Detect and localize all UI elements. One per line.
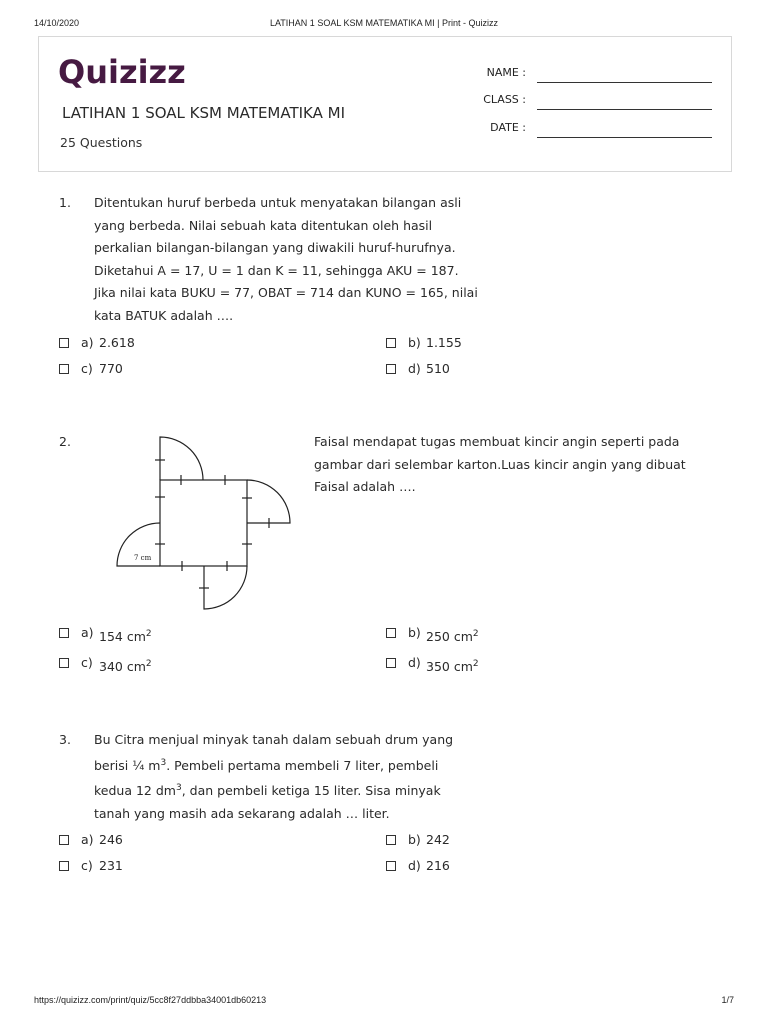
option-value: 350 $cm^2$ — [426, 659, 479, 675]
option-letter: a) — [81, 832, 94, 847]
windmill-figure — [110, 430, 300, 615]
figure-quarter-circle-right — [247, 480, 290, 523]
figure-quarter-circle-top — [160, 437, 203, 480]
question-3-line: Bu Citra menjual minyak tanah dalam sebuah drum yang — [94, 732, 454, 747]
name-line[interactable] — [537, 82, 712, 83]
option-value: 242 — [426, 832, 450, 847]
question-1-line: Jika nilai kata BUKU = 77, OBAT = 714 dan KUNO = 165, nilai — [94, 285, 478, 300]
question-2-line: Faisal mendapat tugas membuat kincir angin seperti pada — [314, 434, 680, 449]
question-2-line: Faisal adalah …. — [314, 479, 416, 494]
option-letter: c) — [81, 655, 93, 670]
question-3-text — [94, 729, 514, 825]
date-field[interactable] — [470, 121, 712, 139]
checkbox[interactable] — [386, 628, 396, 638]
print-title: LATIHAN 1 SOAL KSM MATEMATIKA MI | Print - Quizizz — [269, 18, 499, 28]
option-letter: d) — [408, 655, 421, 670]
question-3-line: tanah yang masih ada sekarang adalah … liter. — [94, 805, 390, 821]
checkbox[interactable] — [386, 835, 396, 845]
checkbox[interactable] — [59, 364, 69, 374]
figure-square — [160, 480, 247, 566]
question-1-line: yang berbeda. Nilai sebuah kata ditentukan oleh hasil — [94, 217, 433, 233]
checkbox[interactable] — [59, 835, 69, 845]
option-letter: c) — [81, 361, 93, 376]
page-number: 1/7 — [721, 995, 734, 1005]
question-1-line: Diketahui A = 17, U = 1 dan K = 11, sehingga AKU = 187. — [94, 262, 459, 278]
option-value: 510 — [426, 361, 450, 376]
question-1-line: perkalian bilangan-bilangan yang diwakili huruf-hurufnya. — [94, 240, 456, 255]
question-count: 25 Questions — [60, 135, 143, 150]
figure-quarter-circle-bottom — [204, 566, 247, 609]
class-field[interactable] — [470, 93, 712, 111]
option-value: 1.155 — [426, 335, 462, 350]
option-letter: b) — [408, 832, 421, 847]
checkbox[interactable] — [386, 658, 396, 668]
option-value: 770 — [99, 361, 123, 376]
option-letter: d) — [408, 361, 421, 376]
option-letter: a) — [81, 335, 94, 350]
question-2-number: 2. — [59, 434, 71, 449]
name-field[interactable] — [470, 66, 712, 84]
checkbox[interactable] — [59, 628, 69, 638]
name-label: NAME : — [486, 66, 526, 79]
option-value: 250 $cm^2$ — [426, 629, 479, 645]
option-value: 2.618 — [99, 335, 135, 350]
option-letter: d) — [408, 858, 421, 873]
question-1-text — [94, 192, 514, 327]
question-3-line: kedua 12 $dm^3$, dan pembeli ketiga 15 liter. Sisa minyak — [94, 783, 441, 799]
checkbox[interactable] — [386, 364, 396, 374]
checkbox[interactable] — [59, 861, 69, 871]
option-value: 231 — [99, 858, 123, 873]
option-letter: b) — [408, 625, 421, 640]
option-letter: a) — [81, 625, 94, 640]
option-value: 154 $cm^2$ — [99, 629, 152, 645]
figure-label: 7 cm — [134, 554, 152, 562]
checkbox[interactable] — [59, 338, 69, 348]
class-line[interactable] — [537, 109, 712, 110]
option-letter: b) — [408, 335, 421, 350]
date-line[interactable] — [537, 137, 712, 138]
class-label: CLASS : — [483, 93, 526, 106]
checkbox[interactable] — [386, 861, 396, 871]
quiz-title: LATIHAN 1 SOAL KSM MATEMATIKA MI — [62, 104, 346, 122]
print-url[interactable]: https://quizizz.com/print/quiz/5cc8f27ddbba34001db60213 — [34, 995, 267, 1005]
question-2-line: gambar dari selembar karton.Luas kincir angin yang dibuat — [314, 456, 686, 472]
checkbox[interactable] — [386, 338, 396, 348]
question-3-line: berisi ¼ $m^3$. Pembeli pertama membeli 7 liter, pembeli — [94, 757, 439, 773]
quizizz-logo: Quizizz — [58, 53, 186, 91]
option-value: 216 — [426, 858, 450, 873]
option-value: 246 — [99, 832, 123, 847]
checkbox[interactable] — [59, 658, 69, 668]
question-1-line: Ditentukan huruf berbeda untuk menyatakan bilangan asli — [94, 195, 462, 210]
question-2-text — [314, 431, 734, 499]
date-label: DATE : — [490, 121, 526, 134]
question-1-line: kata BATUK adalah …. — [94, 307, 234, 323]
question-3-number: 3. — [59, 732, 71, 747]
question-1-number: 1. — [59, 195, 71, 210]
option-value: 340 $cm^2$ — [99, 659, 152, 675]
option-letter: c) — [81, 858, 93, 873]
print-date: 14/10/2020 — [34, 18, 80, 28]
